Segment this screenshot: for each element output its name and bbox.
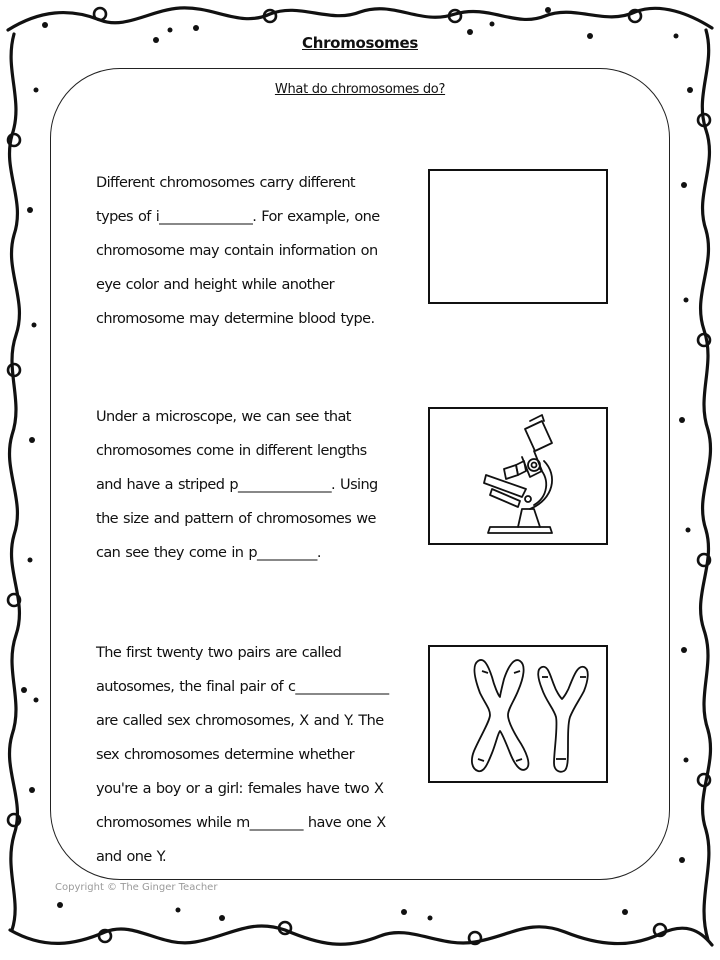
border-dot: [490, 22, 495, 27]
border-dot: [684, 758, 689, 763]
border-dot: [34, 698, 39, 703]
border-left-swirl: [9, 34, 19, 930]
border-dot: [679, 857, 685, 863]
border-dot: [681, 182, 687, 188]
border-dot: [42, 22, 48, 28]
border-dot: [428, 916, 433, 921]
section-3-image-box: [428, 645, 608, 783]
xy-chromosomes-icon: [430, 647, 606, 781]
border-dot: [686, 528, 691, 533]
section-2-text: Under a microscope, we can see that chromosomes come in different lengths and have a striped p______________. Using the size and pattern of chromosomes we can see they come in p_________.: [96, 409, 378, 561]
border-dot: [545, 7, 551, 13]
border-curl: [94, 8, 106, 20]
page-title: Chromosomes: [302, 34, 418, 52]
border-dot: [219, 915, 225, 921]
border-dot: [29, 437, 35, 443]
border-dot: [21, 687, 27, 693]
copyright-notice: Copyright © The Ginger Teacher: [55, 882, 218, 893]
border-dot: [681, 647, 687, 653]
border-dot: [193, 25, 199, 31]
border-dot: [401, 909, 407, 915]
border-dot: [168, 28, 173, 33]
border-dot: [622, 909, 628, 915]
border-dot: [684, 298, 689, 303]
section-2-image-box: [428, 407, 608, 545]
border-dot: [176, 908, 181, 913]
microscope-icon: [430, 409, 606, 543]
border-dot: [29, 787, 35, 793]
page-subtitle: What do chromosomes do?: [274, 82, 446, 97]
section-1-image-box: [428, 169, 608, 304]
border-right-swirl: [701, 30, 711, 940]
border-dot: [28, 558, 33, 563]
section-1-text: Different chromosomes carry different types of i______________. For example, one chromosome may contain information on eye color and height while another chromosome may determine blood type.: [96, 175, 380, 327]
border-dot: [27, 207, 33, 213]
border-dot: [57, 902, 63, 908]
border-dot: [679, 417, 685, 423]
border-dot: [32, 323, 37, 328]
border-bottom-swirl: [10, 926, 712, 945]
border-top-swirl: [8, 8, 712, 30]
section-3-text: The first twenty two pairs are called autosomes, the final pair of c______________ are called sex chromosomes, X and Y. The sex chromosomes determine whether you're a boy or a girl: females have two X chromosomes while m________ have one X and one Y.: [96, 645, 389, 865]
